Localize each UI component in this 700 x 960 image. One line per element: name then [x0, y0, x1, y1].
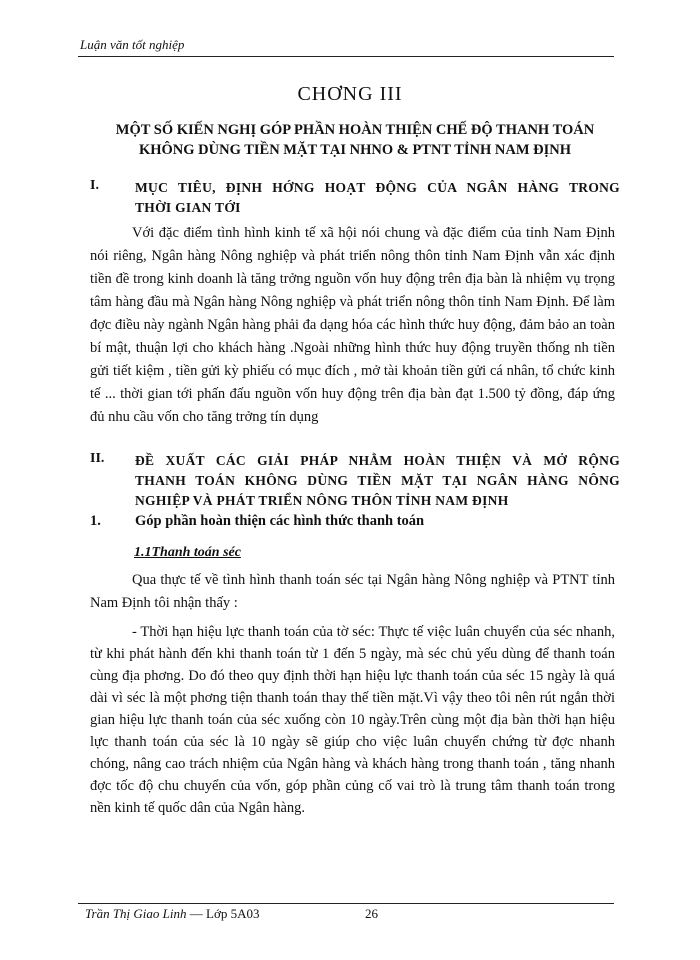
- header-rule: [78, 56, 614, 57]
- check-paragraph: - Thời hạn hiệu lực thanh toán của tờ séc: Thực tế việc luân chuyển của séc nhanh, từ khi phát hành đến khi thanh toán từ 1 đến 5 ngày, mà séc chủ yếu dùng để thanh toán cùng địa phơng. Do đó theo quy định thời hạn hiệu lực thanh toán của séc 15 ngày là quá dài vì séc là một phơng tiện thanh toán thay thế tiền mặt.Vì vậy theo tôi nên rút ngắn thời gian hiệu lực thanh toán của séc xuống còn 10 ngày.Trên cùng một địa bàn thời hạn hiệu lực thanh toán của séc là 10 ngày sẽ giúp cho việc luân chuyển chứng từ đợc nhanh chóng, nâng cao trách nhiệm của Ngân hàng và khách hàng trong thanh toán , tăng nhanh đợc tốc độ chu chuyển của vốn, góp phần củng cố vai trò là trung tâm thanh toán trong nền kinh tế quốc dân của Ngân hàng.: [90, 624, 615, 816]
- footer-author: Trần Thị Giao Linh: [85, 906, 187, 921]
- footer-class: — Lớp 5A03: [186, 906, 260, 921]
- section-2-title-line-3: NGHIỆP VÀ PHÁT TRIỂN NÔNG THÔN TỈNH NAM ĐỊNH: [135, 493, 509, 508]
- section-1-number: I.: [90, 178, 99, 193]
- subsection-1-1-title: 1.1Thanh toán séc: [134, 545, 241, 560]
- section-2-number: II.: [90, 451, 105, 466]
- page-number: 26: [365, 906, 378, 921]
- section-1-title-line-2: THỜI GIAN TỚI: [135, 200, 241, 215]
- subsection-1-title: Góp phần hoàn thiện các hình thức thanh toán: [135, 513, 425, 529]
- chapter-title: CHƠNG III: [297, 83, 403, 105]
- running-header: Luận văn tốt nghiệp: [80, 37, 185, 52]
- intro-paragraph: Qua thực tế về tình hình thanh toán séc tại Ngân hàng Nông nghiệp và PTNT tỉnh Nam Định tôi nhận thấy :: [90, 572, 615, 611]
- footer-author-line: [85, 906, 259, 922]
- chapter-subtitle: MỘT SỐ KIẾN NGHỊ GÓP PHẦN HOÀN THIỆN CHẾ ĐỘ THANH TOÁN KHÔNG DÙNG TIỀN MẶT TẠI NHNO & PTNT TỈNH NAM ĐỊNH: [115, 122, 595, 158]
- section-2-title-line-1: ĐỀ XUẤT CÁC GIẢI PHÁP NHẰM HOÀN THIỆN VÀ MỞ RỘNG: [135, 453, 620, 468]
- section-1-title-line-1: MỤC TIÊU, ĐỊNH HỚNG HOẠT ĐỘNG CỦA NGÂN HÀNG TRONG: [135, 180, 620, 195]
- section-2-title-line-2: THANH TOÁN KHÔNG DÙNG TIỀN MẶT TẠI NGÂN HÀNG NÔNG: [135, 473, 620, 488]
- footer-rule: [78, 903, 614, 904]
- subsection-1-number: 1.: [90, 513, 101, 529]
- section-1-paragraph: Với đặc điểm tình hình kinh tế xã hội nói chung và đặc điểm của tỉnh Nam Định nói riêng, Ngân hàng Nông nghiệp và phát triển nông thôn tỉnh Nam Định vẫn xác định tiền đề trong kinh doanh là tăng trởng nguồn vốn huy động trên địa bàn là nhiệm vụ trọng tâm hàng đầu mà Ngân hàng Nông nghiệp và phát triển nông thôn tỉnh Nam Định. Để làm đợc điều này ngành Ngân hàng phải đa dạng hóa các hình thức huy động, đảm bảo an toàn bí mật, thuận lợi cho khách hàng .Ngoài những hình thức huy động truyền thống nh tiền gửi tiết kiệm , tiền gửi kỳ phiếu có mục đích , mở tài khoản tiền gửi cá nhân, tổ chức kinh tế ... thời gian tới phấn đấu nguồn vốn huy động trên địa bàn đạt 1.500 tỷ đồng, đáp ứng đủ nhu cầu vốn cho tăng trởng tín dụng: [90, 225, 615, 425]
